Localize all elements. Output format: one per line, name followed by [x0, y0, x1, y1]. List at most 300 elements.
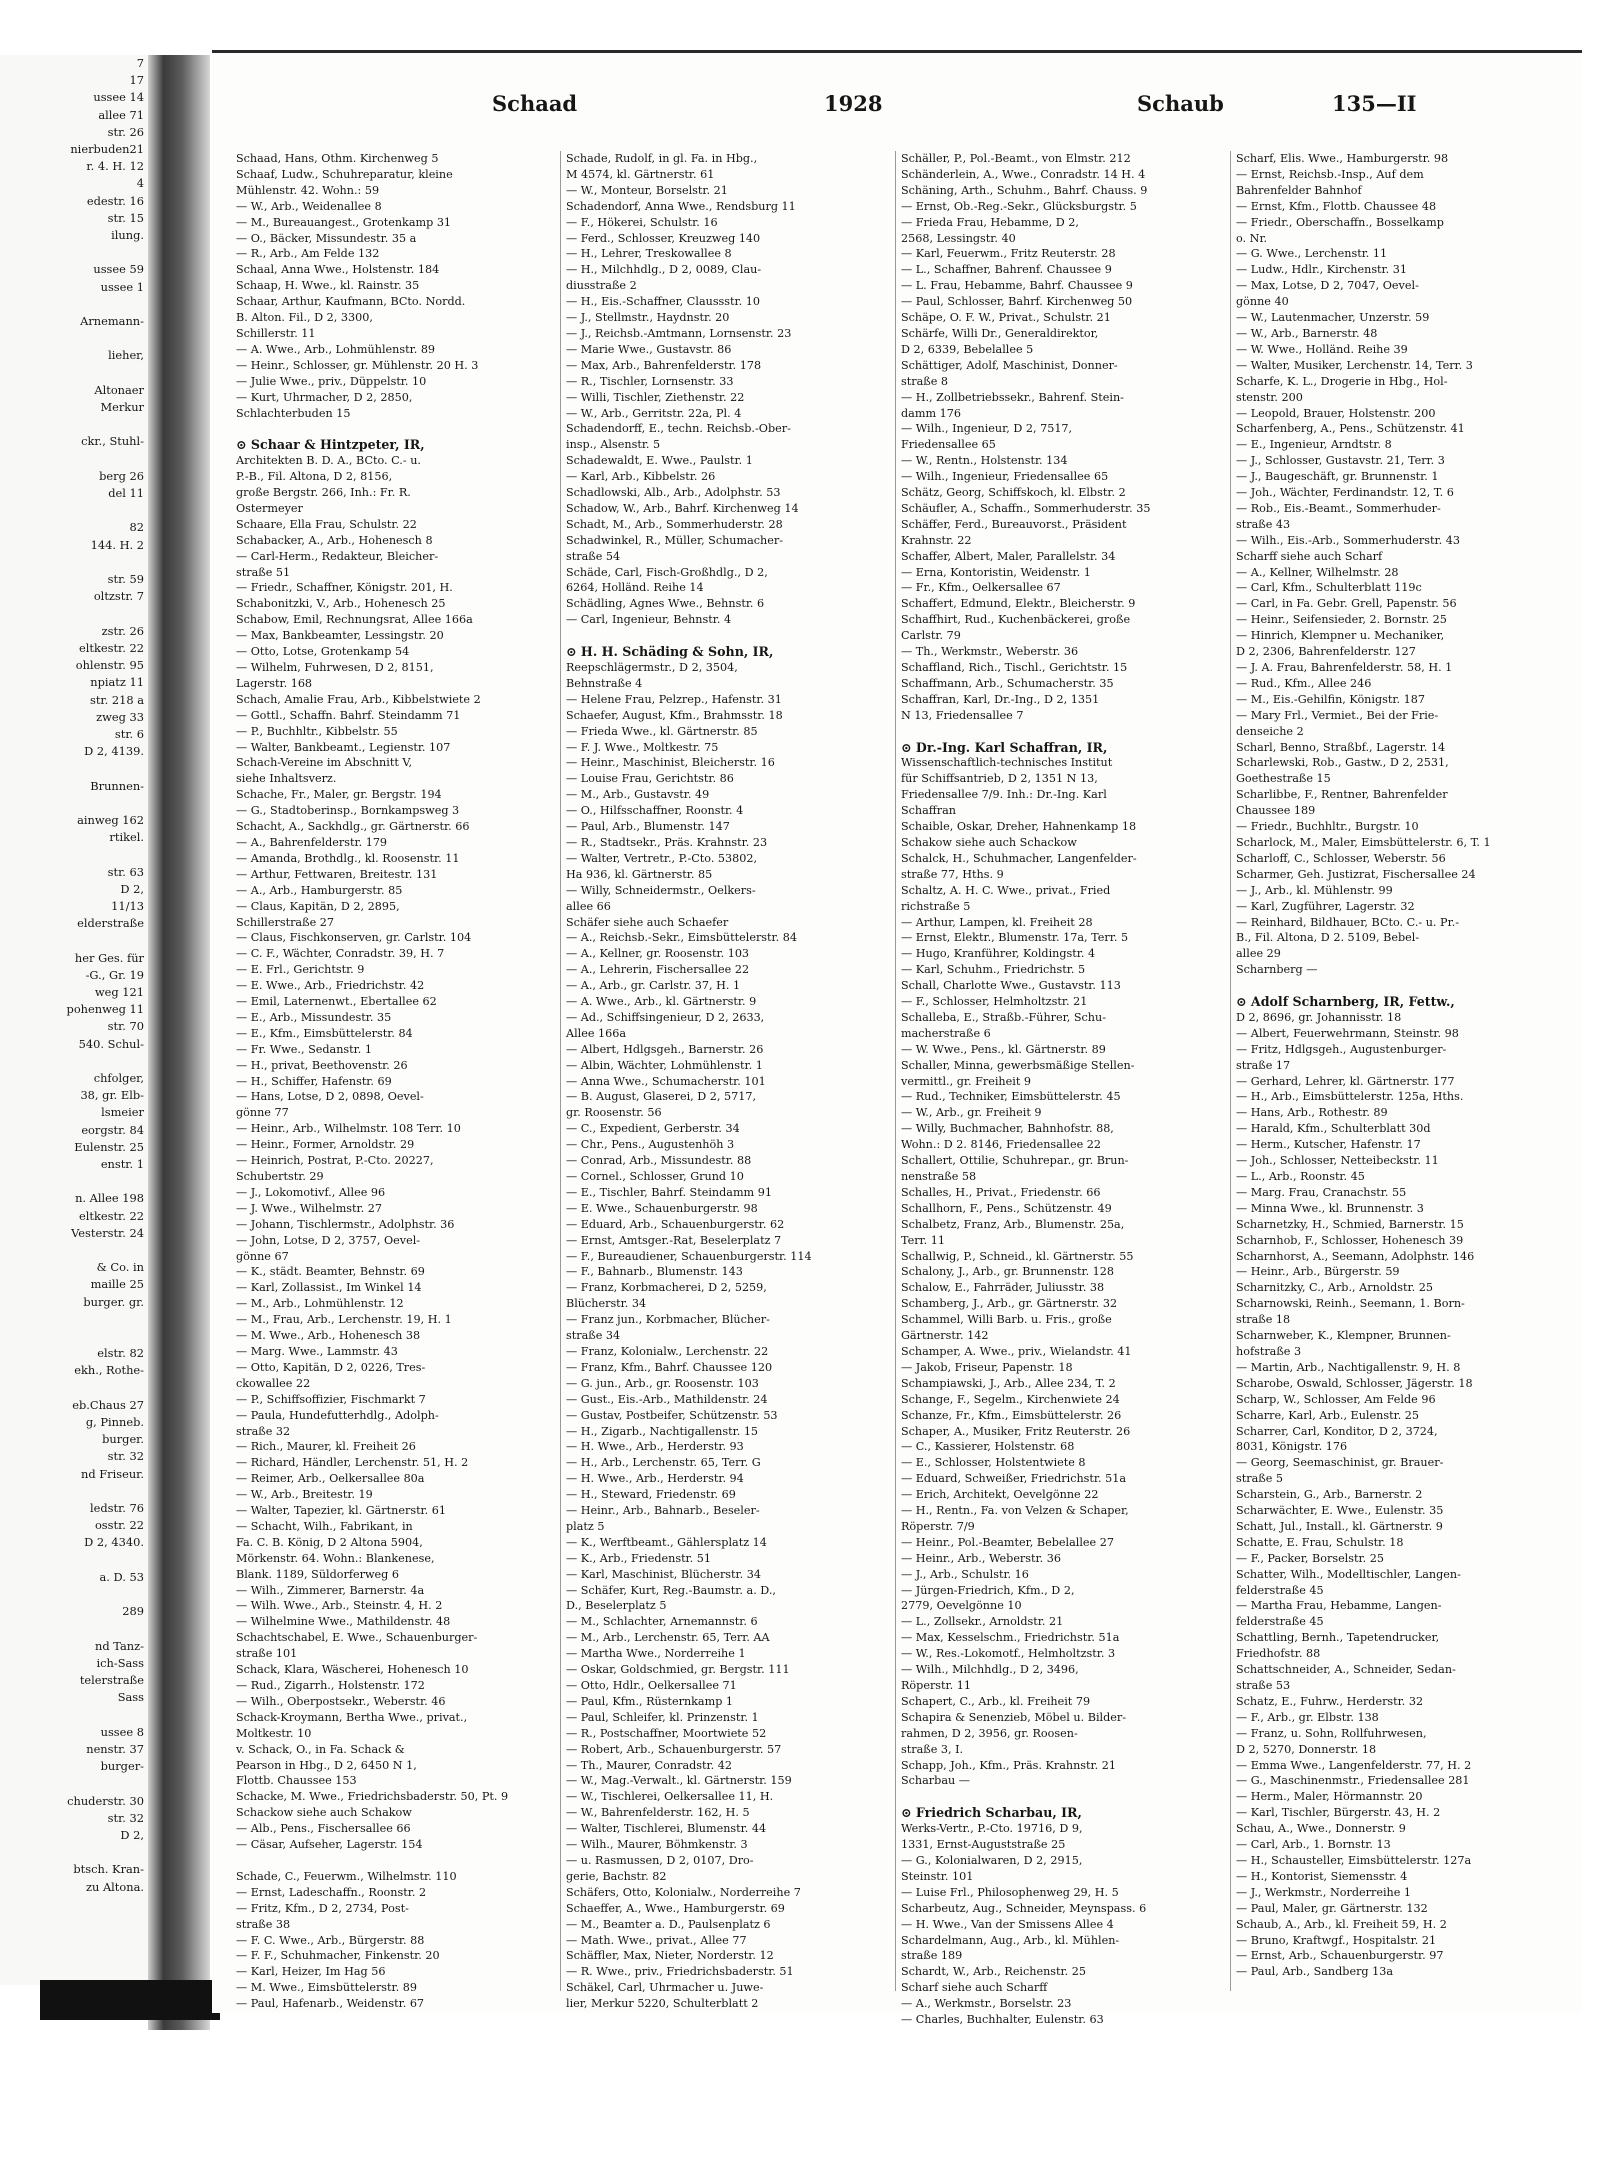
strip-line: her Ges. für	[74, 950, 144, 965]
strip-line	[0, 1775, 148, 1792]
strip-line: g, Pinneb.	[85, 1415, 144, 1430]
directory-entry-line: Schaffran, Karl, Dr.-Ing., D 2, 1351	[901, 692, 1100, 706]
directory-entry-line: Moltkestr. 10	[236, 1726, 312, 1740]
directory-entry-line: — Frieda Wwe., kl. Gärtnerstr. 85	[566, 724, 758, 738]
directory-entry-line: — Amanda, Brothdlg., kl. Roosenstr. 11	[236, 851, 460, 865]
directory-entry-line: Schardt, W., Arb., Reichenstr. 25	[901, 1965, 1087, 1979]
directory-entry-line: — Fr., Kfm., Oelkersallee 67	[901, 581, 1061, 595]
directory-entry-line: straße 77, Hths. 9	[901, 867, 1004, 881]
directory-entry-line: — A. Wwe., Arb., kl. Gärtnerstr. 9	[566, 995, 757, 1009]
strip-line: Brunnen-	[90, 778, 144, 793]
strip-line	[0, 760, 148, 777]
directory-entry-line: — H., privat, Beethovenstr. 26	[236, 1058, 408, 1072]
directory-entry-line: Schadendorf, Anna Wwe., Rendsburg 11	[566, 199, 796, 213]
directory-entry-line: — R., Tischler, Lornsenstr. 33	[566, 374, 734, 388]
directory-entry-line: Schalleba, E., Straßb.-Führer, Schu-	[901, 1010, 1107, 1024]
directory-entry-line: straße 5	[1236, 1472, 1284, 1486]
directory-entry-line: — Hugo, Kranführer, Koldingstr. 4	[901, 947, 1096, 961]
directory-entry-line: — Schacht, Wilh., Fabrikant, in	[236, 1519, 413, 1533]
strip-line: D 2, 4139.	[84, 744, 144, 759]
directory-entry-line: Flottb. Chaussee 153	[236, 1774, 357, 1788]
directory-entry-line: — H., Milchhdlg., D 2, 0089, Clau-	[566, 263, 762, 277]
directory-entry-line: — Oskar, Goldschmied, gr. Bergstr. 111	[566, 1663, 790, 1677]
directory-entry-line: hofstraße 3	[1236, 1344, 1302, 1358]
strip-line: str. 6	[114, 726, 144, 741]
directory-entry-line: gerie, Bachstr. 82	[566, 1869, 667, 1883]
directory-entry-line: — A., Arb., Hamburgerstr. 85	[236, 883, 403, 897]
directory-entry-line: Schatz, E., Fuhrw., Herderstr. 32	[1236, 1694, 1424, 1708]
directory-entry-line: — W., Arb., Breitestr. 19	[236, 1488, 373, 1502]
directory-entry-line	[236, 421, 556, 437]
directory-entry-line: Schäufler, A., Schaffn., Sommerhuderstr. 35	[901, 501, 1151, 515]
directory-entry-line: Goethestraße 15	[1236, 772, 1331, 786]
directory-entry-line: Schaad, Hans, Othm. Kirchenweg 5	[236, 152, 439, 165]
directory-entry-line: damm 176	[901, 406, 961, 420]
strip-line: ekh., Rothe-	[74, 1363, 144, 1378]
directory-entry-line: straße 189	[901, 1949, 963, 1963]
directory-entry-line: — Hans, Lotse, D 2, 0898, Oevel-	[236, 1090, 424, 1104]
directory-entry-line: — W., Bahrenfelderstr. 162, H. 5	[566, 1806, 750, 1820]
strip-line: Vesterstr. 24	[71, 1225, 144, 1240]
directory-entry-line: Schapp, Joh., Kfm., Präs. Krahnstr. 21	[901, 1758, 1116, 1772]
directory-entry-line: — Alb., Pens., Fischersallee 66	[236, 1822, 411, 1836]
directory-entry-line: D 2, 2306, Bahrenfelderstr. 127	[1236, 645, 1416, 659]
directory-entry-line: Blank. 1189, Süldorferweg 6	[236, 1567, 399, 1581]
columns-container	[236, 151, 1576, 2027]
directory-entry-line: Schalles, H., Privat., Friedenstr. 66	[901, 1185, 1101, 1199]
directory-entry-line: — Gust., Eis.-Arb., Mathildenstr. 24	[566, 1392, 768, 1406]
directory-entry-line: Schänderlein, A., Wwe., Conradstr. 14 H. 4	[901, 167, 1146, 181]
directory-entry-line: — Walter, Vertretr., P.-Cto. 53802,	[566, 851, 758, 865]
strip-line: edestr. 16	[86, 193, 144, 208]
directory-entry-line: — L., Zollsekr., Arnoldstr. 21	[901, 1615, 1064, 1629]
strip-line: eltkestr. 22	[79, 640, 144, 655]
directory-entry-line: Schäning, Arth., Schuhm., Bahrf. Chauss. 9	[901, 183, 1148, 197]
directory-entry-line: — M., Eis.-Gehilfin, Königstr. 187	[1236, 692, 1425, 706]
directory-entry-line: — J. A. Frau, Bahrenfelderstr. 58, H. 1	[1236, 661, 1453, 674]
directory-entry-line: — Karl, Maschinist, Blücherstr. 34	[566, 1567, 762, 1581]
directory-entry-line: Scharp, W., Schlosser, Am Felde 96	[1236, 1392, 1436, 1406]
directory-entry-line: 1331, Ernst-Auguststraße 25	[901, 1838, 1066, 1852]
page-number: 135—II	[1332, 91, 1417, 116]
strip-line	[0, 1707, 148, 1724]
strip-line: str. 63	[107, 864, 144, 879]
directory-entry-line: — Mary Frl., Vermiet., Bei der Frie-	[1236, 708, 1439, 722]
directory-entry-line: Schallwig, P., Schneid., kl. Gärtnerstr. 55	[901, 1249, 1134, 1263]
directory-entry-line: Schäfers, Otto, Kolonialw., Norderreihe 7	[566, 1885, 801, 1899]
directory-entry-line: — L. Frau, Hebamme, Bahrf. Chaussee 9	[901, 279, 1133, 293]
directory-entry-line: Scharbau —	[901, 1774, 970, 1788]
column-separator	[560, 151, 561, 1991]
directory-entry-line: Schädling, Agnes Wwe., Behnstr. 6	[566, 597, 765, 611]
directory-entry-line: — Cornel., Schlosser, Grund 10	[566, 1170, 744, 1183]
strip-line	[0, 330, 148, 347]
directory-entry-line: Scharnitzky, C., Arb., Arnoldstr. 25	[1236, 1281, 1433, 1295]
directory-entry-line: Schaal, Anna Wwe., Holstenstr. 184	[236, 263, 440, 277]
strip-line: eorgstr. 84	[81, 1122, 144, 1137]
directory-entry-line: — J., Schlosser, Gustavstr. 21, Terr. 3	[1236, 454, 1445, 468]
directory-entry-line: — F., Hökerei, Schulstr. 16	[566, 215, 718, 229]
directory-entry-line: — F., Arb., gr. Elbstr. 138	[1236, 1710, 1379, 1724]
directory-entry-line: — Math. Wwe., privat., Allee 77	[566, 1933, 747, 1947]
header-year: 1928	[824, 91, 883, 116]
directory-entry-line: — E., Tischler, Bahrf. Steindamm 91	[566, 1185, 772, 1199]
directory-entry-line: — R. Wwe., priv., Friedrichsbaderstr. 51	[566, 1965, 794, 1979]
directory-entry-line: gönne 67	[236, 1249, 289, 1263]
directory-entry-line: — E., Kfm., Eimsbüttelerstr. 84	[236, 1026, 413, 1040]
directory-entry-line: — Marg. Wwe., Lammstr. 43	[236, 1344, 398, 1358]
directory-entry-line: — Max, Arb., Bahrenfelderstr. 178	[566, 358, 762, 372]
directory-entry-line: — F., Packer, Borselstr. 25	[1236, 1551, 1384, 1565]
directory-entry-line: Schackow siehe auch Schakow	[236, 1806, 412, 1820]
directory-entry-line: — Th., Maurer, Conradstr. 42	[566, 1758, 732, 1772]
column-1	[236, 151, 556, 2011]
directory-entry-line: Scharnowski, Reinh., Seemann, 1. Born-	[1236, 1297, 1465, 1311]
strip-line: ussee 1	[100, 279, 144, 294]
directory-entry-line: — Heinr., Maschinist, Bleicherstr. 16	[566, 756, 775, 770]
strip-line	[0, 451, 148, 468]
directory-entry-line: Schadlowski, Alb., Arb., Adolphstr. 53	[566, 486, 781, 500]
directory-entry-line: — Julie Wwe., priv., Düppelstr. 10	[236, 374, 427, 388]
directory-entry-line: — A., Kellner, gr. Roosenstr. 103	[566, 947, 750, 961]
directory-entry-line: — G. jun., Arb., gr. Roosenstr. 103	[566, 1376, 759, 1390]
directory-entry-line	[236, 1853, 556, 1869]
strip-line: ainweg 162	[77, 812, 144, 827]
directory-entry-line: — Kurt, Uhrmacher, D 2, 2850,	[236, 390, 413, 404]
strip-line: Altonaer	[94, 382, 144, 397]
directory-entry-line: — Georg, Seemaschinist, gr. Brauer-	[1236, 1456, 1444, 1470]
directory-entry-line: — Luise Frl., Philosophenweg 29, H. 5	[901, 1885, 1119, 1899]
directory-entry-line: — Walter, Tapezier, kl. Gärtnerstr. 61	[236, 1504, 447, 1518]
strip-line	[0, 1053, 148, 1070]
directory-entry-line: — Ernst, Reichsb.-Insp., Auf dem	[1236, 167, 1424, 181]
directory-entry-line: — Marie Wwe., Gustavstr. 86	[566, 342, 732, 356]
directory-entry-line: — Rich., Maurer, kl. Freiheit 26	[236, 1440, 416, 1454]
directory-entry-line: — Martin, Arb., Nachtigallenstr. 9, H. 8	[1236, 1360, 1461, 1374]
strip-line: str. 70	[107, 1019, 144, 1034]
directory-entry-line: — Walter, Tischlerei, Blumenstr. 44	[566, 1822, 767, 1836]
directory-entry-line: — F., Schlosser, Helmholtzstr. 21	[901, 995, 1088, 1009]
strip-line	[0, 1380, 148, 1397]
directory-entry-line: Schach, Amalie Frau, Arb., Kibbelstwiete 2	[236, 692, 481, 706]
directory-entry-line: — Erna, Kontoristin, Weidenstr. 1	[901, 565, 1091, 579]
directory-entry-line: — Friedr., Schaffner, Königstr. 201, H.	[236, 581, 453, 595]
directory-entry-line: — Carl-Herm., Redakteur, Bleicher-	[236, 549, 439, 563]
directory-entry-line: Friedhofstr. 88	[1236, 1647, 1321, 1661]
directory-entry-line: Lagerstr. 168	[236, 676, 313, 690]
directory-entry-line: straße 101	[236, 1647, 298, 1661]
directory-entry-line: — Friedr., Oberschaffn., Bosselkamp	[1236, 215, 1444, 229]
strip-line: nierbuden21	[70, 142, 144, 157]
directory-entry-line: Schaffhirt, Rud., Kuchenbäckerei, große	[901, 613, 1131, 627]
directory-entry-line	[1236, 978, 1556, 994]
directory-entry-line: Schäffler, Max, Nieter, Norderstr. 12	[566, 1949, 774, 1963]
directory-entry-line: — Paul, Hafenarb., Weidenstr. 67	[236, 1997, 425, 2011]
directory-entry-line: — W., Res.-Lokomotf., Helmholtzstr. 3	[901, 1647, 1116, 1661]
directory-entry-line: — W., Rentn., Holstenstr. 134	[901, 454, 1068, 468]
directory-entry-line: — Paul, Kfm., Rüsternkamp 1	[566, 1694, 734, 1708]
directory-entry-line: — Anna Wwe., Schumacherstr. 101	[566, 1074, 766, 1088]
directory-entry-line: Pearson in Hbg., D 2, 6450 N 1,	[236, 1758, 417, 1772]
directory-entry-line: — Emma Wwe., Langenfelderstr. 77, H. 2	[1236, 1758, 1472, 1772]
directory-entry-line: Scharfe, K. L., Drogerie in Hbg., Hol-	[1236, 374, 1448, 388]
directory-entry-line: Schattschneider, A., Schneider, Sedan-	[1236, 1663, 1456, 1677]
directory-entry-line: — Herm., Kutscher, Hafenstr. 17	[1236, 1138, 1421, 1152]
directory-entry-line: denseiche 2	[1236, 724, 1304, 738]
strip-line: burger. gr.	[83, 1294, 144, 1309]
directory-entry-line: — M., Bureauangest., Grotenkamp 31	[236, 215, 452, 229]
directory-entry-line: — E., Ingenieur, Arndtstr. 8	[1236, 438, 1392, 452]
directory-entry-line: Scharloff, C., Schlosser, Weberstr. 56	[1236, 851, 1446, 865]
directory-entry-line: — F. C. Wwe., Arb., Bürgerstr. 88	[236, 1933, 425, 1947]
directory-entry-line: D 2, 8696, gr. Johannisstr. 18	[1236, 1010, 1402, 1024]
directory-entry-line: — Conrad, Arb., Missundestr. 88	[566, 1154, 752, 1168]
directory-entry-line: Friedensallee 65	[901, 438, 996, 452]
strip-line: del 11	[108, 486, 144, 501]
directory-entry-line: — P., Schiffsoffizier, Fischmarkt 7	[236, 1392, 426, 1406]
directory-entry-line: Scharf siehe auch Scharff	[901, 1981, 1048, 1995]
page-header	[212, 91, 1582, 121]
directory-entry-line: — Ernst, Kfm., Flottb. Chaussee 48	[1236, 199, 1437, 213]
directory-entry-line: Fa. C. B. König, D 2 Altona 5904,	[236, 1535, 423, 1549]
directory-entry-line: ckowallee 22	[236, 1376, 311, 1390]
directory-entry-line: — M. Wwe., Arb., Hohenesch 38	[236, 1329, 421, 1343]
directory-entry-line: Schakow siehe auch Schackow	[901, 835, 1077, 849]
directory-entry-line: felderstraße 45	[1236, 1583, 1324, 1597]
directory-entry-line: Scharrer, Carl, Konditor, D 2, 3724,	[1236, 1424, 1438, 1438]
strip-line	[0, 1620, 148, 1637]
directory-entry-line: — Emil, Laternenwt., Ebertallee 62	[236, 995, 437, 1009]
directory-entry-line: — J., Arb., kl. Mühlenstr. 99	[1236, 883, 1393, 897]
directory-entry-line: — E. Frl., Gerichtstr. 9	[236, 963, 365, 977]
strip-line	[0, 1483, 148, 1500]
strip-line: elstr. 82	[97, 1346, 144, 1361]
directory-entry-line: — G., Stadtoberinsp., Bornkampsweg 3	[236, 804, 460, 818]
directory-entry-line: — Karl, Heizer, Im Hag 56	[236, 1965, 386, 1979]
directory-entry-line: — Wilh., Milchhdlg., D 2, 3496,	[901, 1663, 1079, 1677]
directory-entry-line: Scharlibbe, F., Rentner, Bahrenfelder	[1236, 788, 1448, 802]
directory-entry-line: — Carl, Arb., 1. Bornstr. 13	[1236, 1838, 1391, 1852]
directory-entry-line: straße 3, I.	[901, 1742, 964, 1756]
directory-entry-line: Schaffmann, Arb., Schumacherstr. 35	[901, 676, 1114, 690]
directory-entry-line: — Carl, Kfm., Schulterblatt 119c	[1236, 581, 1422, 595]
directory-entry-line: — Willy, Schneidermstr., Oelkers-	[566, 883, 756, 897]
directory-entry-line: — Otto, Lotse, Grotenkamp 54	[236, 645, 410, 659]
strip-line: 4	[136, 176, 144, 191]
strip-line: pohenweg 11	[66, 1002, 144, 1017]
directory-entry-line: Schäller, P., Pol.-Beamt., von Elmstr. 212	[901, 152, 1131, 165]
strip-line: burger-	[100, 1759, 144, 1774]
strip-line: ckr., Stuhl-	[81, 434, 144, 449]
directory-entry-line: Scharwächter, E. Wwe., Eulenstr. 35	[1236, 1504, 1444, 1518]
directory-entry-line: Schaub, A., Arb., kl. Freiheit 59, H. 2	[1236, 1917, 1447, 1931]
directory-entry-line: — Wilh., Maurer, Böhmkenstr. 3	[566, 1838, 748, 1852]
directory-entry-line: Gärtnerstr. 142	[901, 1329, 989, 1343]
directory-entry-line: — Leopold, Brauer, Holstenstr. 200	[1236, 406, 1436, 420]
strip-line: str. 26	[107, 124, 144, 139]
directory-entry-line: — Charles, Buchhalter, Eulenstr. 63	[901, 2013, 1104, 2027]
directory-entry-line: — Marg. Frau, Cranachstr. 55	[1236, 1185, 1407, 1199]
strip-line: 289	[122, 1604, 144, 1619]
strip-line: D 2,	[120, 1827, 144, 1842]
directory-entry-line: Schaffran	[901, 804, 956, 818]
directory-entry-line: — W., Lautenmacher, Unzerstr. 59	[1236, 311, 1430, 325]
strip-line: ussee 59	[93, 262, 144, 277]
directory-entry-line: Schaap, H. Wwe., kl. Rainstr. 35	[236, 279, 420, 293]
directory-entry-line: — Max, Bankbeamter, Lessingstr. 20	[236, 629, 444, 643]
directory-entry-line: — Chr., Pens., Augustenhöh 3	[566, 1138, 735, 1152]
directory-entry-line: Schachtschabel, E. Wwe., Schauenburger-	[236, 1631, 478, 1645]
strip-line: Merkur	[100, 400, 144, 415]
directory-entry-line: — Ernst, Amtsger.-Rat, Beselerplatz 7	[566, 1233, 782, 1247]
directory-entry-line: Schau, A., Wwe., Donnerstr. 9	[1236, 1822, 1406, 1836]
strip-line	[0, 932, 148, 949]
gutter-shadow	[40, 1980, 220, 2020]
directory-entry-line: Behnstraße 4	[566, 676, 643, 690]
directory-entry-line: — Johann, Tischlermstr., Adolphstr. 36	[236, 1217, 455, 1231]
directory-entry-line: — A., Reichsb.-Sekr., Eimsbüttelerstr. 84	[566, 931, 797, 945]
directory-entry-line: diusstraße 2	[566, 279, 637, 293]
directory-entry-line: Schallhorn, F., Pens., Schützenstr. 49	[901, 1201, 1112, 1215]
directory-entry-line: Schätz, Georg, Schiffskoch, kl. Elbstr. 2	[901, 486, 1126, 500]
directory-entry-line: Schaible, Oskar, Dreher, Hahnenkamp 18	[901, 820, 1137, 834]
strip-line	[0, 244, 148, 261]
directory-entry-line: — Karl, Zollassist., Im Winkel 14	[236, 1281, 422, 1295]
directory-entry-line: macherstraße 6	[901, 1026, 991, 1040]
directory-entry-line: — Th., Werkmstr., Weberstr. 36	[901, 645, 1079, 659]
directory-entry-line: — Rud., Zigarrh., Holstenstr. 172	[236, 1679, 425, 1692]
directory-entry-line: o. Nr.	[1236, 231, 1268, 245]
directory-entry-line: Schaefer, August, Kfm., Brahmsstr. 18	[566, 708, 783, 722]
directory-entry-line: — G., Maschinenmstr., Friedensallee 281	[1236, 1774, 1470, 1788]
directory-entry-line: — Harald, Kfm., Schulterblatt 30d	[1236, 1122, 1431, 1136]
directory-entry-line: Krahnstr. 22	[901, 533, 972, 547]
directory-entry-line: — Max, Lotse, D 2, 7047, Oevel-	[1236, 279, 1419, 293]
directory-entry-line: Schade, C., Feuerwm., Wilhelmstr. 110	[236, 1869, 457, 1883]
directory-entry-line: — Cäsar, Aufseher, Lagerstr. 154	[236, 1838, 423, 1852]
directory-entry-line: — Wilh., Ingenieur, D 2, 7517,	[901, 422, 1073, 436]
strip-line: a. D. 53	[99, 1569, 144, 1584]
directory-entry-line: — Franz jun., Korbmacher, Blücher-	[566, 1313, 770, 1327]
directory-entry-line: — J., Stellmstr., Haydnstr. 20	[566, 311, 730, 325]
directory-entry-line: — Ludw., Hdlr., Kirchenstr. 31	[1236, 263, 1408, 277]
directory-entry-line: — E. Wwe., Schauenburgerstr. 98	[566, 1201, 758, 1215]
directory-entry-line: — Gottl., Schaffn. Bahrf. Steindamm 71	[236, 708, 461, 722]
directory-entry-line: straße 43	[1236, 517, 1291, 531]
directory-entry-line: — Karl, Tischler, Bürgerstr. 43, H. 2	[1236, 1806, 1441, 1820]
directory-entry-line: — Rob., Eis.-Beamt., Sommerhuder-	[1236, 501, 1441, 515]
directory-entry-line: straße 51	[236, 565, 291, 579]
strip-line: Eulenstr. 25	[74, 1139, 144, 1154]
directory-entry-line: straße 17	[1236, 1058, 1291, 1072]
directory-entry-line: Terr. 11	[901, 1233, 946, 1247]
directory-entry-line: Schillerstr. 11	[236, 326, 316, 340]
strip-line	[0, 1173, 148, 1190]
strip-line	[0, 1586, 148, 1603]
directory-entry-line: Röperstr. 11	[901, 1679, 971, 1692]
strip-line: maille 25	[90, 1277, 144, 1292]
directory-entry-line: — Erich, Architekt, Oevelgönne 22	[901, 1488, 1099, 1502]
directory-entry-line: — J., Reichsb.-Amtmann, Lornsenstr. 23	[566, 326, 792, 340]
column-4	[1236, 151, 1556, 2011]
strip-line	[0, 554, 148, 571]
directory-entry-line: — Fritz, Hdlgsgeh., Augustenburger-	[1236, 1042, 1447, 1056]
directory-entry-line: Scharl, Benno, Straßbf., Lagerstr. 14	[1236, 740, 1446, 754]
directory-entry-line: — Arthur, Fettwaren, Breitestr. 131	[236, 867, 438, 881]
directory-entry-line: Scharnberg —	[1236, 963, 1318, 977]
strip-line: 7	[136, 56, 144, 70]
directory-entry-line: — Claus, Fischkonserven, gr. Carlstr. 104	[236, 931, 472, 945]
strip-line: 11/13	[111, 898, 144, 913]
strip-line: nd Tanz-	[95, 1638, 144, 1653]
directory-entry-line: — Franz, Korbmacherei, D 2, 5259,	[566, 1281, 767, 1295]
directory-entry-line: P.-B., Fil. Altona, D 2, 8156,	[236, 470, 393, 484]
previous-page-strip	[0, 55, 148, 1985]
directory-entry-line: Schäde, Carl, Fisch-Großhdlg., D 2,	[566, 565, 768, 579]
directory-entry-line: Schärfe, Willi Dr., Generaldirektor,	[901, 326, 1099, 340]
directory-entry-line: — E., Arb., Missundestr. 35	[236, 1010, 392, 1024]
directory-entry-line: — M., Arb., Lerchenstr. 65, Terr. AA	[566, 1631, 770, 1645]
directory-entry-line: Schache, Fr., Maler, gr. Bergstr. 194	[236, 788, 442, 802]
directory-entry-line: Schack, Klara, Wäscherei, Hohenesch 10	[236, 1663, 469, 1677]
directory-entry-line: straße 53	[1236, 1679, 1291, 1692]
strip-line: Arnemann-	[80, 314, 144, 329]
directory-entry-line: Schadendorff, E., techn. Reichsb.-Ober-	[566, 422, 791, 436]
directory-entry-line: — W. Wwe., Holländ. Reihe 39	[1236, 342, 1408, 356]
directory-entry-line: — A., Werkmstr., Borselstr. 23	[901, 1997, 1072, 2011]
directory-entry-line: Schampiawski, J., Arb., Allee 234, T. 2	[901, 1376, 1116, 1390]
directory-entry-line: Scharre, Karl, Arb., Eulenstr. 25	[1236, 1408, 1420, 1422]
directory-entry-line: — Gerhard, Lehrer, kl. Gärtnerstr. 177	[1236, 1074, 1455, 1088]
directory-entry-line: Schacke, M. Wwe., Friedrichsbaderstr. 50, Pt. 9	[236, 1790, 509, 1804]
directory-entry-line: — K., Werftbeamt., Gählersplatz 14	[566, 1535, 767, 1549]
directory-entry-line: — H., Arb., Lerchenstr. 65, Terr. G	[566, 1456, 761, 1470]
strip-line	[0, 1552, 148, 1569]
directory-entry-line: D 2, 5270, Donnerstr. 18	[1236, 1742, 1377, 1756]
strip-line: weg 121	[94, 984, 144, 999]
directory-entry-line: — Schäfer, Kurt, Reg.-Baumstr. a. D.,	[566, 1583, 776, 1597]
directory-entry-line: stenstr. 200	[1236, 390, 1303, 404]
strip-line: 82	[129, 520, 144, 535]
directory-entry-line: — Bruno, Kraftwgf., Hospitalstr. 21	[1236, 1933, 1437, 1947]
directory-entry-line: — J., Lokomotivf., Allee 96	[236, 1185, 386, 1199]
directory-entry-line: — H., Eis.-Schaffner, Claussstr. 10	[566, 295, 760, 309]
directory-entry-line: — H., Arb., Eimsbüttelerstr. 125a, Hths.	[1236, 1090, 1464, 1104]
directory-entry-line: v. Schack, O., in Fa. Schack &	[236, 1742, 405, 1756]
directory-entry-line: Scharf, Elis. Wwe., Hamburgerstr. 98	[1236, 152, 1449, 165]
directory-entry-line: Allee 166a	[566, 1026, 627, 1040]
strip-line: n. Allee 198	[75, 1191, 144, 1206]
directory-entry-line: Ostermeyer	[236, 501, 303, 515]
directory-entry-line: Mühlenstr. 42. Wohn.: 59	[236, 183, 380, 197]
directory-entry-line: — J. Wwe., Wilhelmstr. 27	[236, 1201, 383, 1215]
directory-entry-line: — Eduard, Arb., Schauenburgerstr. 62	[566, 1217, 785, 1231]
directory-entry-line: — G. Wwe., Lerchenstr. 11	[1236, 247, 1388, 261]
directory-entry-line: — Richard, Händler, Lerchenstr. 51, H. 2	[236, 1456, 469, 1470]
directory-entry-line: — Gustav, Postbeifer, Schützenstr. 53	[566, 1408, 778, 1422]
directory-entry-line: — H. Wwe., Arb., Herderstr. 93	[566, 1440, 744, 1454]
directory-entry-line: Schaare, Ella Frau, Schulstr. 22	[236, 517, 417, 531]
strip-line: str. 218 a	[89, 692, 144, 707]
strip-line: D 2,	[120, 881, 144, 896]
directory-entry-line: — B. August, Glaserei, D 2, 5717,	[566, 1090, 757, 1104]
directory-entry-line: Carlstr. 79	[901, 629, 961, 643]
directory-entry-line: — H., Schiffer, Hafenstr. 69	[236, 1074, 392, 1088]
strip-line: eb.Chaus 27	[72, 1397, 144, 1412]
strip-line	[0, 846, 148, 863]
directory-entry-line: Schadow, W., Arb., Bahrf. Kirchenweg 14	[566, 501, 799, 515]
directory-entry-line: Friedensallee 7/9. Inh.: Dr.-Ing. Karl	[901, 788, 1107, 802]
